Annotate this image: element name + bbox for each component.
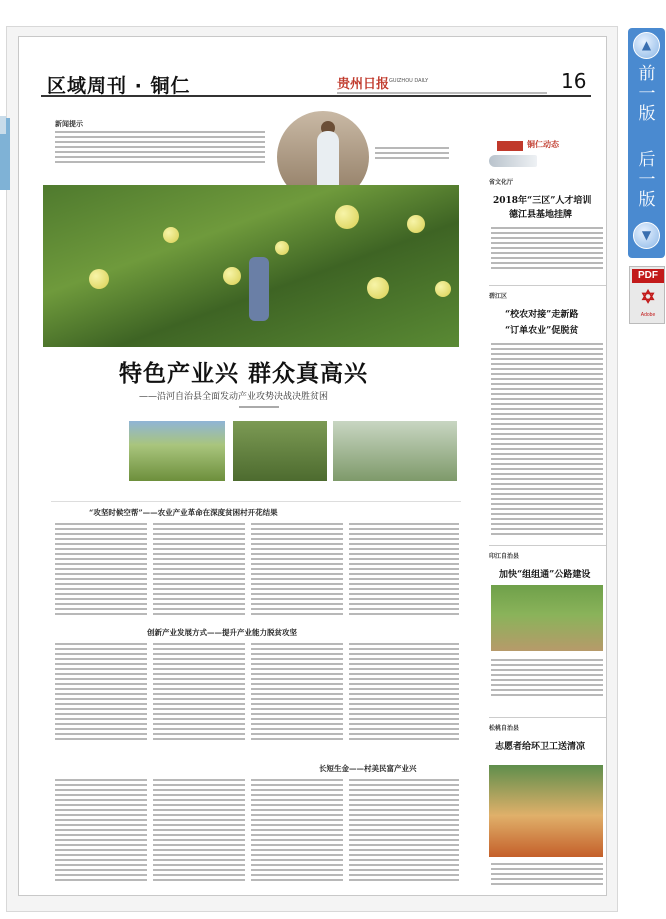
pdf-download-button[interactable] — [629, 266, 665, 324]
right-item-1-text — [491, 227, 603, 272]
right-column-brand: 铜仁动态 — [527, 139, 559, 149]
masthead-subtitle: GUIZHOU DAILY — [389, 78, 429, 84]
section-heading-2: 创新产业发展方式——提升产业能力脱贫攻坚 — [147, 628, 297, 637]
next-page-button[interactable]: 后一版 — [638, 150, 656, 210]
right-item-4-title[interactable]: 志愿者给环卫工送清凉 — [495, 742, 586, 752]
pomelo-orchard-photo — [43, 185, 459, 347]
section-title: 区域周刊 · 铜仁 — [47, 75, 191, 97]
left-edge-tab-highlight — [0, 116, 6, 134]
section-2-col-2 — [153, 643, 245, 743]
adobe-label: Adobe — [640, 312, 656, 318]
prev-page-arrow-icon[interactable]: ▲ — [633, 32, 660, 59]
right-item-4-region: 松桃自治县 — [489, 725, 520, 732]
masthead-logo: 贵州日报 — [337, 77, 390, 92]
main-subheadline: ——沿河自治县全面发动产业攻势决战决胜贫困 — [139, 392, 329, 402]
right-divider — [489, 717, 607, 718]
section-1-col-3 — [251, 523, 343, 618]
page-header — [41, 69, 591, 97]
page-number: 16 — [561, 69, 587, 93]
right-item-2-text — [491, 343, 603, 538]
right-item-1-title-line2[interactable]: 德江县基地挂牌 — [509, 210, 573, 220]
landscape-photo — [129, 421, 225, 481]
right-item-3-title[interactable]: 加快“组组通”公路建设 — [499, 570, 591, 580]
section-1-col-4 — [349, 523, 459, 618]
train-graphic — [489, 155, 537, 167]
adobe-pdf-icon: ✡ — [640, 287, 656, 307]
prev-page-button[interactable]: 前一版 — [638, 64, 656, 124]
byline — [239, 404, 279, 410]
news-tips-label: 新闻提示 — [55, 120, 83, 128]
dateline-bar — [337, 91, 547, 95]
right-divider — [489, 545, 607, 546]
right-item-2-region: 碧江区 — [489, 293, 508, 300]
section-heading-1: “攻坚时候空帮”——农业产业革命在深度贫困村开花结果 — [89, 508, 278, 517]
right-item-2-title-line2[interactable]: “订单农业”促脱贫 — [505, 326, 579, 336]
section-3-col-2 — [153, 779, 245, 884]
section-heading-3: 长短生金——村美民富产业兴 — [319, 764, 417, 773]
portrait-caption-text — [375, 147, 449, 162]
road-construction-photo — [491, 585, 603, 651]
section-3-col-3 — [251, 779, 343, 884]
section-2-col-4 — [349, 643, 459, 743]
section-1-col-2 — [153, 523, 245, 618]
section-3-col-1 — [55, 779, 147, 884]
main-headline: 特色产业兴 群众真高兴 — [119, 360, 369, 387]
next-page-arrow-icon[interactable]: ▼ — [633, 222, 660, 249]
brand-logo-block — [497, 141, 523, 151]
news-tips-text — [55, 131, 265, 166]
right-item-1-title-line1[interactable]: 2018年“三区”人才培训 — [493, 196, 592, 206]
right-divider — [489, 285, 607, 286]
section-2-col-3 — [251, 643, 343, 743]
section-divider — [51, 501, 461, 502]
right-item-1-region: 省文化厅 — [489, 179, 514, 186]
section-3-col-4 — [349, 779, 459, 884]
villagers-photo — [333, 421, 457, 481]
right-item-4-text — [491, 863, 603, 888]
right-item-2-title-line1[interactable]: “校农对接”走新路 — [505, 310, 579, 320]
newspaper-page[interactable] — [18, 36, 607, 896]
section-1-col-1 — [55, 523, 147, 618]
right-item-3-text — [491, 659, 603, 699]
pdf-label: PDF — [632, 269, 664, 283]
section-2-col-1 — [55, 643, 147, 743]
volunteers-photo — [489, 765, 603, 857]
field-work-photo — [233, 421, 327, 481]
right-item-3-region: 印江自治县 — [489, 553, 520, 560]
